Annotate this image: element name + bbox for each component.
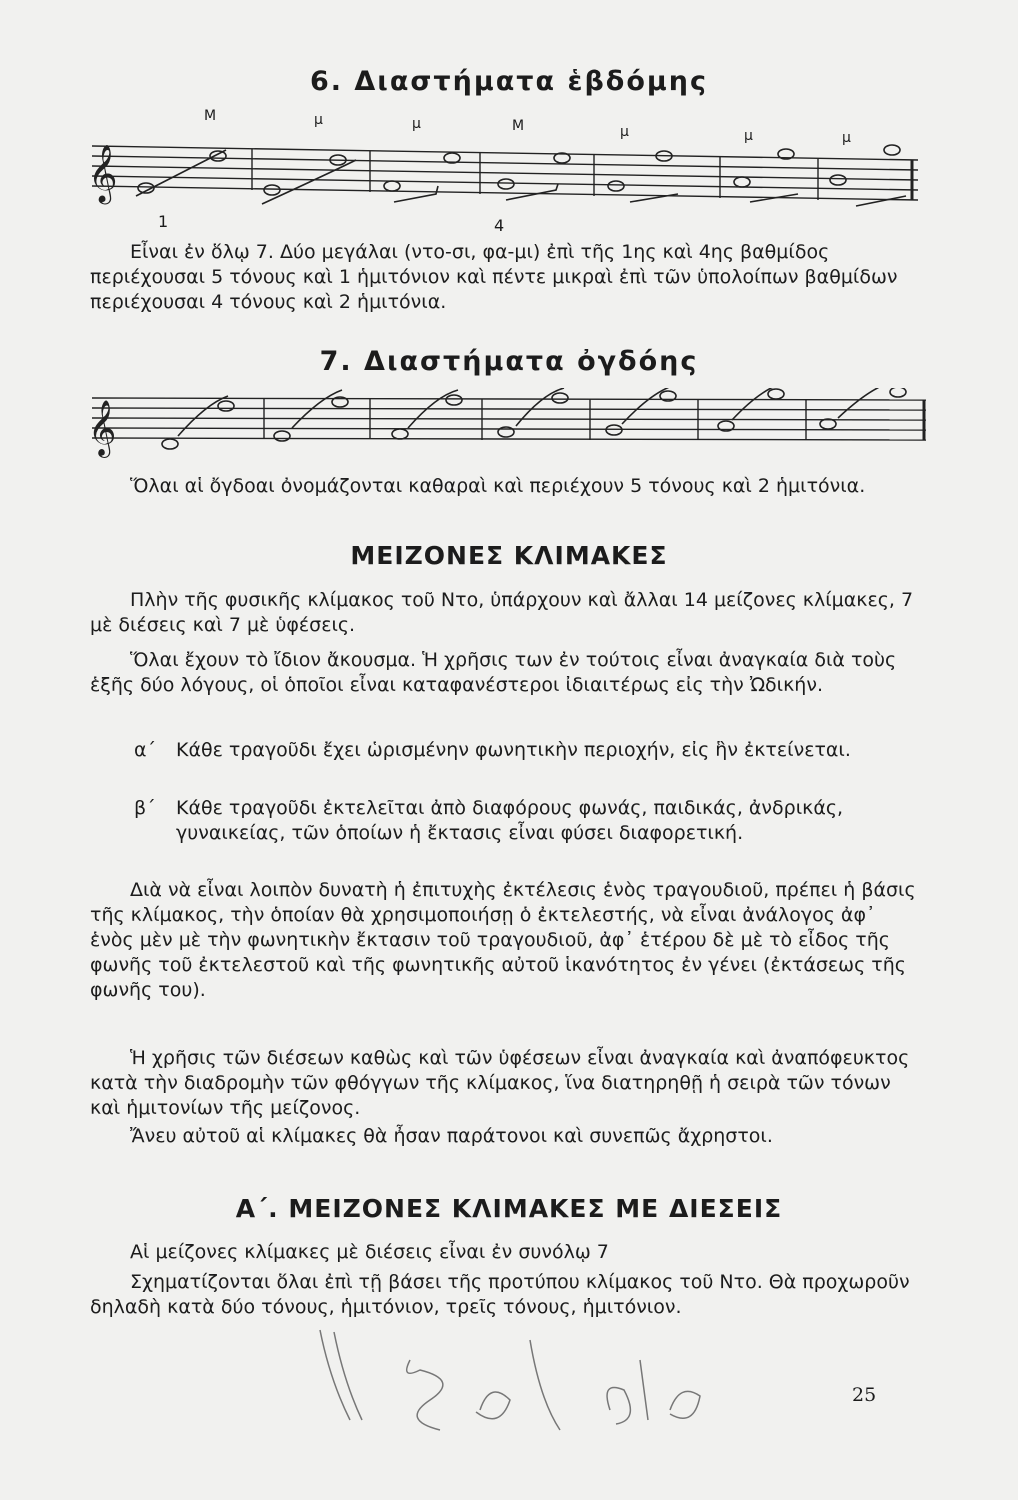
item-b-text: Κάθε τραγοῦδι ἐκτελεῖται ἀπὸ διαφόρους φωνάς, παιδικάς, ἀνδρικάς, γυναικείας, τῶν ὁποίων ἡ ἔκτασις εἶναι φύσει διαφορετική. bbox=[176, 797, 844, 844]
degree-label: 1 bbox=[158, 212, 169, 231]
interval-label: μ bbox=[412, 116, 421, 132]
octaves-staff bbox=[86, 388, 938, 460]
item-b-marker: β΄ bbox=[134, 797, 156, 819]
interval-label: μ bbox=[842, 130, 851, 146]
item-a-marker: α΄ bbox=[134, 739, 157, 761]
degree-label: 4 bbox=[494, 216, 505, 235]
major-scales-paragraph: Διὰ νὰ εἶναι λοιπὸν δυνατὴ ἡ ἐπιτυχὴς ἐκτέλεσις ἑνὸς τραγουδιοῦ, πρέπει ἡ βάσις τῆς κλίμακος, τὴν ὁποίαν θὰ χρησιμοποιήσῃ ὁ ἐκτελεστής, νὰ εἶναι ἀνάλογος ἀφ᾽ ἑνὸς μὲν μὲ τὴν φωνητικὴν ἔκτασιν τοῦ τραγουδιοῦ, ἀφ᾽ ἑτέρου δὲ μὲ τὸ εἶδος τῆς φωνῆς τοῦ ἐκτελεστοῦ καὶ τῆς φωνητικῆς αὐτοῦ ἱκανότητος ἐν γένει (ἐκτάσεως τῆς φωνῆς του). bbox=[90, 879, 916, 1001]
section-6-title: 6. Διαστήματα ἑβδόμης bbox=[309, 66, 709, 97]
section-6-text: Εἶναι ἐν ὅλῳ 7. Δύο μεγάλαι (ντο-σι, φα-μι) ἐπὶ τῆς 1ης καὶ 4ης βαθμίδος περιέχουσαι 5 τόνους καὶ 1 ἡμιτόνιον καὶ πέντε μικραὶ ἐπὶ τῶν ὑπολοίπων βαθμίδων περιέχουσαι 4 τόνους καὶ 2 ἡμιτόνια. bbox=[90, 241, 898, 313]
svg-text:𝄞: 𝄞 bbox=[88, 400, 117, 456]
page-number: 25 bbox=[852, 1384, 877, 1406]
interval-label: μ bbox=[620, 124, 629, 140]
major-scales-paragraph: Πλὴν τῆς φυσικῆς κλίμακος τοῦ Ντο, ὑπάρχουν καὶ ἄλλαι 14 μείζονες κλίμακες, 7 μὲ διέσεις καὶ 7 μὲ ὑφέσεις. bbox=[90, 589, 914, 636]
interval-label: M bbox=[204, 108, 217, 124]
sharps-paragraph: Αἱ μείζονες κλίμακες μὲ διέσεις εἶναι ἐν συνόλῳ 7 bbox=[130, 1241, 609, 1263]
sharps-title: Α΄. ΜΕΙΖΟΝΕΣ ΚΛΙΜΑΚΕΣ ΜΕ ΔΙΕΣΕΙΣ bbox=[235, 1194, 783, 1223]
sevenths-staff bbox=[86, 130, 938, 230]
section-7-text: Ὅλαι αἱ ὄγδοαι ὀνομάζονται καθαραὶ καὶ περιέχουν 5 τόνους καὶ 2 ἡμιτόνια. bbox=[130, 475, 866, 497]
interval-label: μ bbox=[744, 128, 753, 144]
item-a-text: Κάθε τραγοῦδι ἔχει ὡρισμένην φωνητικὴν περιοχήν, εἰς ἣν ἐκτείνεται. bbox=[176, 739, 851, 761]
section-7-title: 7. Διαστήματα ὀγδόης bbox=[319, 346, 699, 377]
major-scales-title: ΜΕΙΖΟΝΕΣ ΚΛΙΜΑΚΕΣ bbox=[350, 541, 668, 570]
major-scales-paragraph: Ἡ χρῆσις τῶν διέσεων καθὼς καὶ τῶν ὑφέσεων εἶναι ἀναγκαία καὶ ἀναπόφευκτος κατὰ τὴν διαδρομὴν τῶν φθόγγων τῆς κλίμακος, ἵνα διατηρηθῇ ἡ σειρὰ τῶν τόνων καὶ ἡμιτονίων τῆς μείζονος. bbox=[90, 1047, 910, 1119]
handwritten-note bbox=[290, 1320, 730, 1440]
svg-text:𝄞: 𝄞 bbox=[88, 144, 118, 202]
interval-label: μ bbox=[314, 112, 323, 128]
major-scales-paragraph: Ἄνευ αὐτοῦ αἱ κλίμακες θὰ ἦσαν παράτονοι καὶ συνεπῶς ἄχρηστοι. bbox=[130, 1125, 773, 1147]
interval-label: M bbox=[512, 118, 525, 134]
major-scales-paragraph: Ὅλαι ἔχουν τὸ ἴδιον ἄκουσμα. Ἡ χρῆσις των ἐν τούτοις εἶναι ἀναγκαία διὰ τοὺς ἑξῆς δύο λόγους, οἱ ὁποῖοι εἶναι καταφανέστεροι ἰδιαιτέρως εἰς τὴν Ὠδικήν. bbox=[90, 649, 897, 696]
sharps-paragraph: Σχηματίζονται ὅλαι ἐπὶ τῇ βάσει τῆς προτύπου κλίμακος τοῦ Ντο. Θὰ προχωροῦν δηλαδὴ κατὰ δύο τόνους, ἡμιτόνιον, τρεῖς τόνους, ἡμιτόνιον. bbox=[90, 1271, 910, 1318]
